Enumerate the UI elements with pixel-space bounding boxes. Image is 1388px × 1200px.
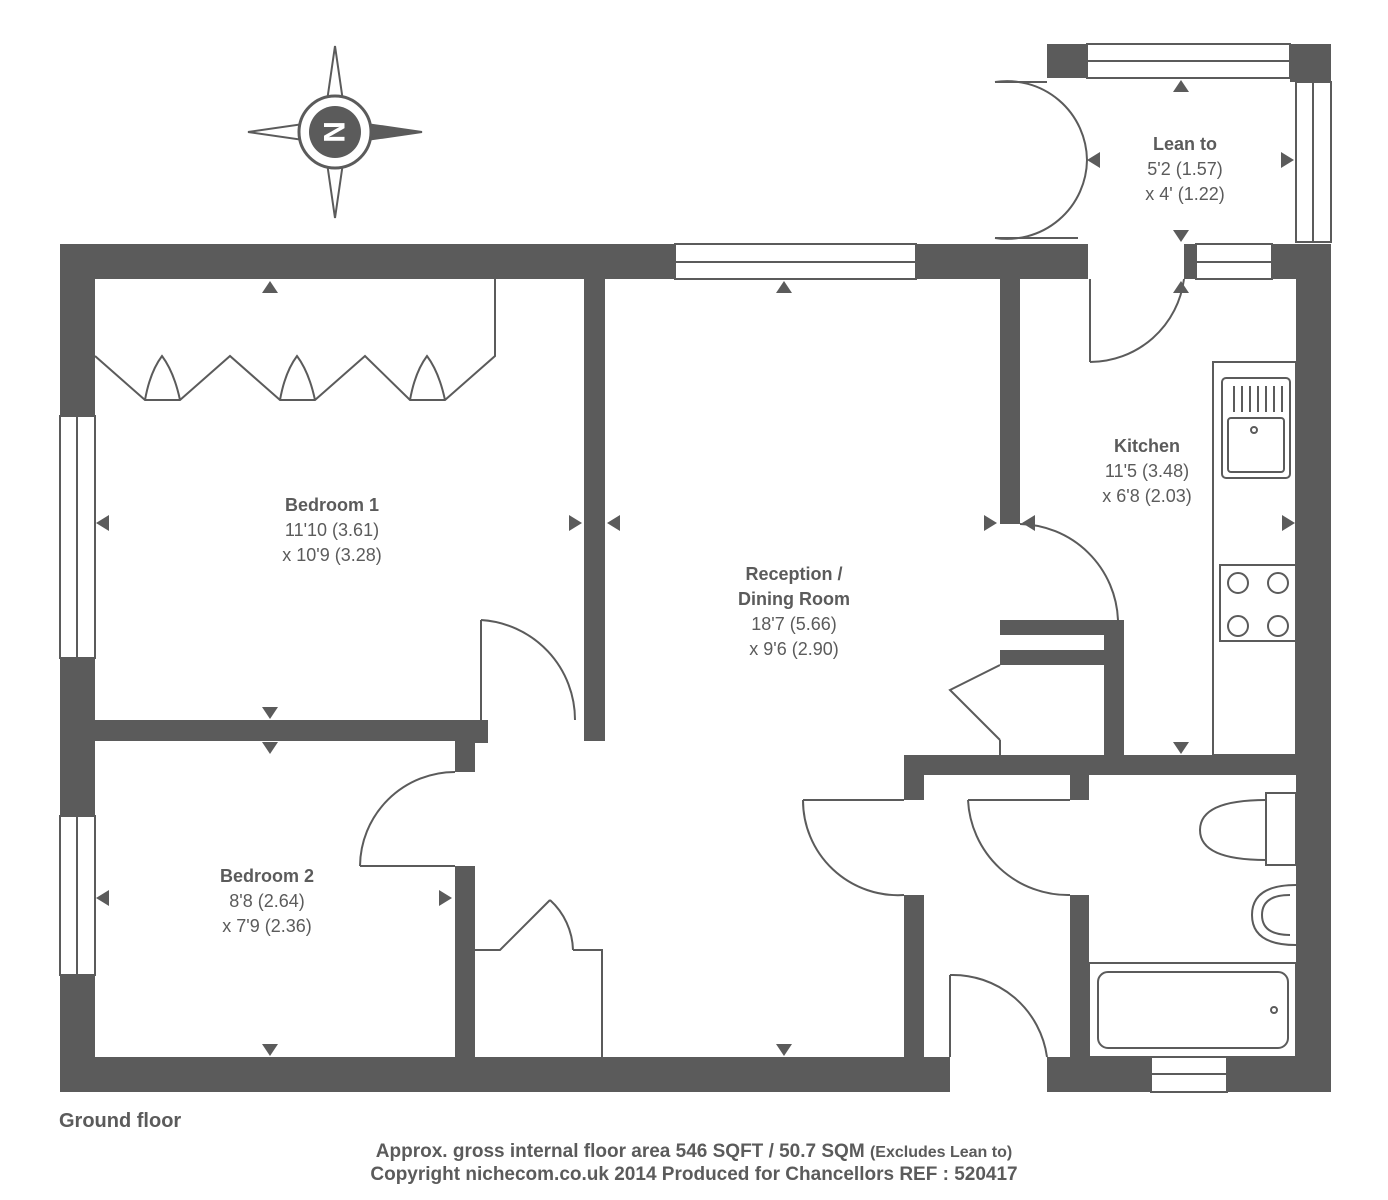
floor-label: Ground floor xyxy=(59,1110,182,1132)
bedroom2-label xyxy=(177,864,357,939)
footer-area-text: Approx. gross internal floor area 546 SQFT / 50.7 SQM xyxy=(375,1141,865,1162)
kitchen-dim2: x 6'8 (2.03) xyxy=(1102,486,1192,506)
reception-dim1: 18'7 (5.66) xyxy=(751,614,837,634)
bedroom1-name: Bedroom 1 xyxy=(284,495,380,515)
bedroom1-dim2: x 10'9 (3.28) xyxy=(282,545,382,565)
reception-name-line1: Reception / xyxy=(745,564,843,584)
bedroom1-dim1: 11'10 (3.61) xyxy=(284,520,380,540)
footer-area xyxy=(0,1141,1388,1163)
footer-area-note: (Excludes Lean to) xyxy=(869,1144,1013,1161)
kitchen-dim1: 11'5 (3.48) xyxy=(1104,461,1190,481)
bedroom2-name: Bedroom 2 xyxy=(219,866,315,886)
footer-copyright: Copyright nichecom.co.uk 2014 Produced for Chancellors REF : 520417 xyxy=(370,1164,1018,1185)
reception-name-line2: Dining Room xyxy=(738,589,850,609)
bedroom1-label xyxy=(232,493,432,568)
bedroom2-dim1: 8'8 (2.64) xyxy=(229,891,305,911)
kitchen-name: Kitchen xyxy=(1113,436,1180,456)
bedroom2-dim2: x 7'9 (2.36) xyxy=(222,916,312,936)
lean-to-dim2: x 4' (1.22) xyxy=(1145,184,1225,204)
compass-letter: N xyxy=(317,121,350,143)
reception-dim2: x 9'6 (2.90) xyxy=(749,639,839,659)
lean-to-name: Lean to xyxy=(1152,134,1217,154)
reception-label xyxy=(694,562,894,662)
compass-icon xyxy=(248,46,422,218)
lean-to-dim1: 5'2 (1.57) xyxy=(1147,159,1223,179)
lean-to-label xyxy=(1105,132,1265,207)
kitchen-label xyxy=(1067,434,1227,509)
